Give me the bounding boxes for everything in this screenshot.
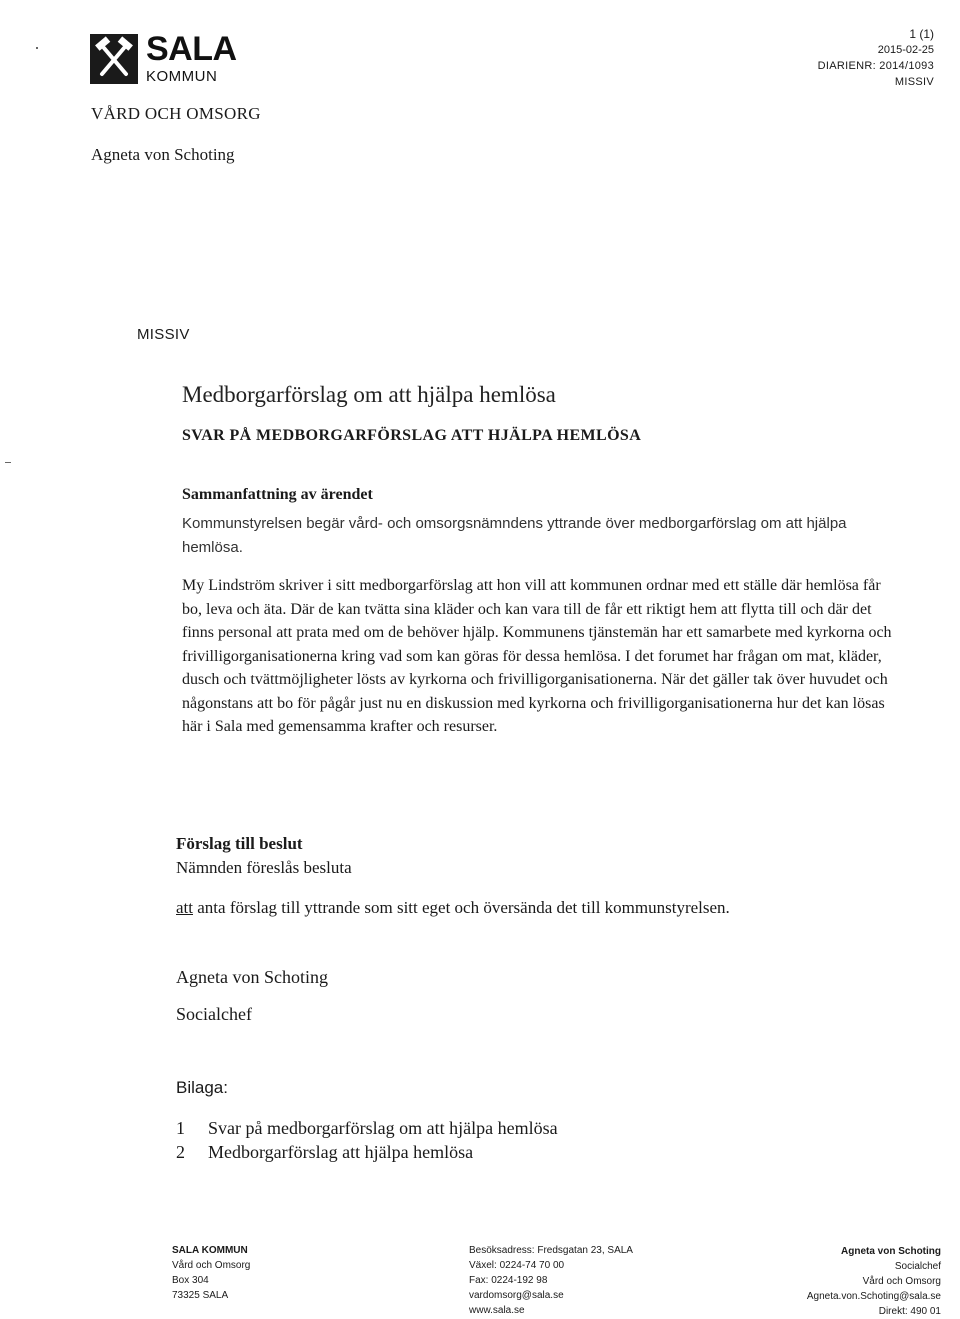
page-number: 1 (1)	[909, 27, 934, 41]
logo-name: SALA	[146, 30, 237, 68]
footer-person	[807, 1244, 941, 1319]
footer-line: 73325 SALA	[172, 1290, 229, 1301]
signature-role: Socialchef	[176, 1004, 252, 1024]
decision-body: anta förslag till yttrande som sitt eget och översända det till kommunstyrelsen.	[193, 898, 730, 917]
footer-line: Vård och Omsorg	[172, 1260, 251, 1271]
summary-heading: Sammanfattning av ärendet	[182, 486, 373, 503]
footer-person-name: Agneta von Schoting	[841, 1246, 941, 1257]
proposal-lead: Nämnden föreslås besluta	[176, 858, 352, 877]
date: 2015-02-25	[877, 44, 934, 56]
attachment-item	[176, 1116, 558, 1140]
summary-text: Kommunstyrelsen begär vård- och omsorgsnämndens yttrande över medborgarförslag om att hjälpa hemlösa.	[182, 515, 847, 556]
body-text: My Lindström skriver i sitt medborgarförslag att hon vill att kommunen ordnar med ett ställe där hemlösa får bo, leva och äta. Där de kan tvätta sina kläder och kan vara till de får ett riktigt hem att flytta till och där det finns personal att prata med om de behöver hjälp. Kommunens tjänstemän har ett samarbete med kyrkorna och frivilligorganisationerna kring vad som kan göras för dessa hemlösa. I det forumet har frågan om mat, kläder, dusch och tvättmöjligheter lösts av kyrkorna och frivilligorganisationerna. När det gäller tak över huvudet och någonstans att bo för pågår just nu en diskussion med kyrkorna och frivilligorganisationerna hur det kan lösas här i Sala med gemensamma krafter och resurser.	[182, 577, 892, 735]
decision-text	[176, 898, 730, 918]
footer-line: Direkt: 490 01	[878, 1306, 941, 1317]
attachments-list	[176, 1116, 558, 1164]
attachments-heading: Bilaga:	[176, 1078, 228, 1097]
footer-address	[172, 1243, 250, 1303]
footer-line: Socialchef	[894, 1261, 941, 1272]
scan-mark	[36, 47, 38, 49]
attachment-title: Medborgarförslag att hjälpa hemlösa	[208, 1142, 474, 1162]
footer-line: Växel: 0224-74 70 00	[469, 1260, 565, 1271]
attachment-number: 1	[176, 1118, 185, 1138]
footer-email: Agneta.von.Schoting@sala.se	[806, 1291, 941, 1302]
logo-sub: KOMMUN	[146, 68, 218, 85]
decision-att: att	[176, 898, 193, 917]
scan-mark	[5, 462, 11, 463]
crossed-hammers-icon	[90, 34, 138, 84]
document-meta	[818, 26, 934, 90]
signature-name: Agneta von Schoting	[176, 967, 328, 987]
diarienr: DIARIENR: 2014/1093	[817, 60, 934, 72]
document-title: Medborgarförslag om att hjälpa hemlösa	[182, 382, 556, 407]
footer-org: SALA KOMMUN	[172, 1245, 248, 1256]
author: Agneta von Schoting	[91, 145, 235, 164]
document-type-label: MISSIV	[137, 326, 190, 343]
footer-line: Besöksadress: Fredsgatan 23, SALA	[469, 1245, 633, 1256]
attachment-item	[176, 1140, 558, 1164]
footer-email: vardomsorg@sala.se	[469, 1290, 564, 1301]
document-subtitle: SVAR PÅ MEDBORGARFÖRSLAG ATT HJÄLPA HEMLÖSA	[182, 427, 642, 444]
footer-website: www.sala.se	[469, 1305, 525, 1316]
attachment-title: Svar på medborgarförslag om att hjälpa hemlösa	[208, 1118, 558, 1138]
footer-contact	[469, 1243, 633, 1318]
attachment-number: 2	[176, 1142, 185, 1162]
sala-kommun-logo	[90, 30, 260, 86]
proposal-heading: Förslag till beslut	[176, 834, 303, 853]
footer-line: Vård och Omsorg	[862, 1276, 941, 1287]
department: VÅRD OCH OMSORG	[91, 104, 261, 123]
footer-line: Box 304	[172, 1275, 209, 1286]
doctype: MISSIV	[894, 76, 934, 88]
footer-line: Fax: 0224-192 98	[469, 1275, 548, 1286]
